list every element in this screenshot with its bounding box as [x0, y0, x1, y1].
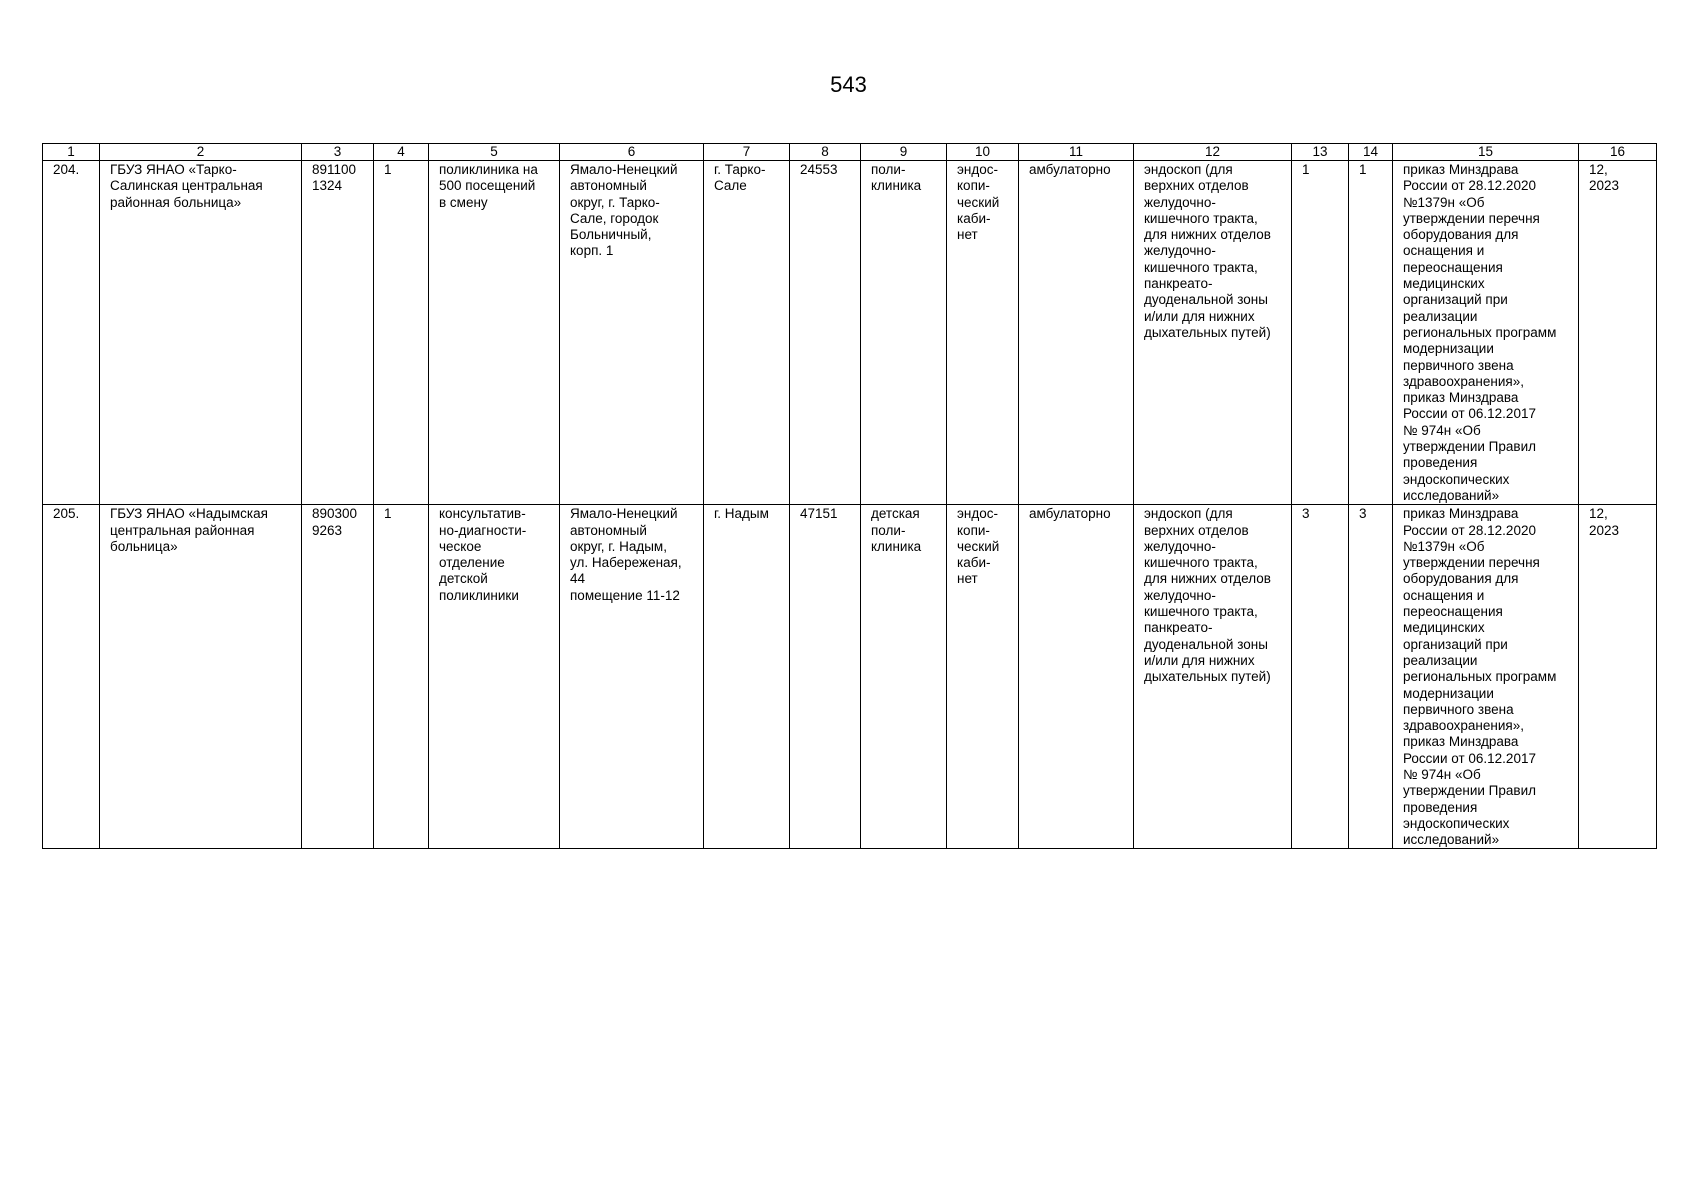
cell-text-line: №1379н «Об	[1403, 194, 1485, 210]
cell-text-line: кишечного тракта,	[1144, 259, 1258, 275]
cell-text-line: Сале, городок	[570, 210, 659, 226]
cell-col-8	[790, 161, 861, 505]
cell-text-line: проведения	[1403, 455, 1478, 471]
cell-col-10	[947, 505, 1019, 849]
cell-text-line: 12,	[1589, 162, 1608, 177]
cell-col-12	[1134, 505, 1292, 849]
cell-text-line: проведения	[1403, 799, 1478, 815]
cell-text-line: кишечного тракта,	[1144, 555, 1258, 571]
cell-text-line: модернизации	[1403, 685, 1494, 701]
cell-text-line: поли-	[871, 162, 906, 177]
cell-text-line: помещение 11-12	[570, 587, 680, 603]
cell-text-line: для нижних отделов	[1144, 571, 1271, 587]
cell-text-line: 500 посещений	[439, 178, 536, 194]
cell-text-line: 891100	[312, 162, 357, 177]
cell-text-line: амбулаторно	[1029, 162, 1111, 177]
cell-col-16	[1579, 161, 1657, 505]
cell-text-line: №1379н «Об	[1403, 538, 1485, 554]
cell-text-line: дыхательных путей)	[1144, 324, 1271, 340]
cell-col-4	[374, 505, 429, 849]
cell-text-line: и/или для нижних	[1144, 308, 1255, 324]
cell-text-line: Салинская центральная	[110, 178, 263, 194]
cell-col-2	[100, 161, 302, 505]
page-number: 543	[830, 72, 867, 97]
cell-text-line: утверждении перечня	[1403, 555, 1540, 571]
cell-text-line: 205.	[53, 506, 80, 522]
cell-text-line: № 974н «Об	[1403, 766, 1481, 782]
cell-text-line: 24553	[800, 162, 838, 177]
cell-text-line: реализации	[1403, 308, 1478, 324]
header-row	[43, 144, 1657, 161]
cell-col-5	[429, 161, 560, 505]
cell-text-line: региональных программ	[1403, 669, 1557, 685]
cell-text-line: клиника	[871, 178, 922, 194]
cell-text-line: эндоскоп (для	[1144, 162, 1233, 177]
cell-text-line: России от 28.12.2020	[1403, 522, 1536, 538]
cell-col-10	[947, 161, 1019, 505]
cell-text-line: автономный	[570, 522, 647, 538]
cell-text-line: утверждении перечня	[1403, 210, 1540, 226]
cell-text-line: панкреато-	[1144, 276, 1213, 292]
cell-text-line: ГБУЗ ЯНАО «Надымская	[110, 506, 268, 522]
cell-text-line: нет	[957, 227, 978, 243]
cell-text-line: копи-	[957, 522, 990, 538]
cell-text-line: 44	[570, 571, 586, 587]
cell-col-12	[1134, 161, 1292, 505]
cell-col-1	[43, 505, 100, 849]
cell-text-line: первичного звена	[1403, 701, 1514, 717]
equipment-table	[42, 143, 1657, 849]
cell-text-line: оборудования для	[1403, 227, 1519, 243]
cell-text-line: 1324	[312, 178, 343, 194]
table-row	[43, 161, 1657, 505]
cell-col-7	[704, 161, 790, 505]
column-header-16: 16	[1579, 144, 1657, 161]
cell-text-line: желудочно-	[1144, 243, 1216, 259]
cell-text-line: приказ Минздрава	[1403, 162, 1519, 177]
cell-text-line: желудочно-	[1144, 587, 1216, 603]
cell-text-line: Ямало-Ненецкий	[570, 162, 678, 177]
cell-text-line: центральная районная	[110, 522, 255, 538]
cell-text-line: 204.	[53, 162, 80, 177]
cell-col-9	[861, 161, 947, 505]
cell-text-line: для нижних отделов	[1144, 227, 1271, 243]
cell-text-line: копи-	[957, 178, 990, 194]
cell-text-line: г. Тарко-	[714, 162, 766, 177]
cell-text-line: 1	[1359, 162, 1367, 177]
column-header-1: 1	[43, 144, 100, 161]
cell-text-line: ческий	[957, 538, 1000, 554]
cell-text-line: 1	[384, 506, 392, 522]
cell-text-line: каби-	[957, 555, 991, 571]
cell-text-line: нет	[957, 571, 978, 587]
cell-text-line: в смену	[439, 194, 488, 210]
cell-text-line: детская	[871, 506, 920, 522]
cell-text-line: поли-	[871, 522, 906, 538]
cell-text-line: г. Надым	[714, 506, 769, 522]
cell-text-line: ул. Набереженая,	[570, 555, 682, 571]
cell-text-line: панкреато-	[1144, 620, 1213, 636]
cell-text-line: Сале	[714, 178, 747, 194]
cell-text-line: 1	[384, 162, 392, 177]
column-header-10: 10	[947, 144, 1019, 161]
cell-text-line: № 974н «Об	[1403, 422, 1481, 438]
column-header-3: 3	[302, 144, 374, 161]
cell-text-line: переоснащения	[1403, 604, 1503, 620]
cell-text-line: исследований»	[1403, 487, 1500, 503]
cell-col-7	[704, 505, 790, 849]
cell-text-line: утверждении Правил	[1403, 783, 1536, 799]
cell-text-line: 2023	[1589, 178, 1620, 194]
cell-col-5	[429, 505, 560, 849]
cell-text-line: дыхательных путей)	[1144, 669, 1271, 685]
cell-text-line: и/или для нижних	[1144, 652, 1255, 668]
cell-col-3	[302, 161, 374, 505]
cell-text-line: верхних отделов	[1144, 178, 1249, 194]
cell-text-line: оборудования для	[1403, 571, 1519, 587]
cell-text-line: приказ Минздрава	[1403, 734, 1519, 750]
cell-text-line: 1	[1302, 162, 1310, 177]
cell-col-3	[302, 505, 374, 849]
cell-text-line: кишечного тракта,	[1144, 210, 1258, 226]
cell-text-line: районная больница»	[110, 194, 242, 210]
cell-text-line: 890300	[312, 506, 358, 522]
cell-text-line: клиника	[871, 538, 922, 554]
cell-col-14	[1349, 505, 1393, 849]
table-header	[43, 144, 1657, 161]
cell-text-line: России от 06.12.2017	[1403, 406, 1536, 422]
cell-col-4	[374, 161, 429, 505]
cell-col-13	[1292, 161, 1349, 505]
cell-col-2	[100, 505, 302, 849]
cell-col-6	[560, 161, 704, 505]
cell-text-line: здравоохранения»,	[1403, 718, 1524, 734]
cell-text-line: ГБУЗ ЯНАО «Тарко-	[110, 162, 237, 177]
cell-col-16	[1579, 505, 1657, 849]
cell-text-line: ческое	[439, 538, 482, 554]
cell-text-line: Ямало-Ненецкий	[570, 506, 678, 522]
cell-text-line: Больничный,	[570, 227, 652, 243]
cell-text-line: дуоденальной зоны	[1144, 292, 1268, 308]
column-header-11: 11	[1019, 144, 1134, 161]
cell-text-line: детской	[439, 571, 488, 587]
cell-text-line: желудочно-	[1144, 194, 1216, 210]
table-row	[43, 505, 1657, 849]
column-header-13: 13	[1292, 144, 1349, 161]
cell-text-line: эндос-	[957, 506, 998, 522]
cell-text-line: консультатив-	[439, 506, 526, 522]
cell-text-line: модернизации	[1403, 341, 1494, 357]
cell-text-line: 3	[1359, 506, 1367, 522]
cell-text-line: эндос-	[957, 162, 998, 177]
cell-text-line: больница»	[110, 538, 178, 554]
cell-text-line: медицинских	[1403, 620, 1485, 636]
cell-text-line: округ, г. Тарко-	[570, 194, 660, 210]
cell-text-line: здравоохранения»,	[1403, 373, 1524, 389]
cell-col-6	[560, 505, 704, 849]
column-header-9: 9	[861, 144, 947, 161]
cell-text-line: желудочно-	[1144, 538, 1216, 554]
cell-text-line: амбулаторно	[1029, 506, 1111, 522]
cell-text-line: дуоденальной зоны	[1144, 636, 1268, 652]
cell-text-line: оснащения и	[1403, 243, 1485, 259]
cell-text-line: оснащения и	[1403, 587, 1485, 603]
cell-text-line: но-диагности-	[439, 522, 527, 538]
cell-text-line: округ, г. Надым,	[570, 538, 667, 554]
column-header-14: 14	[1349, 144, 1393, 161]
column-header-7: 7	[704, 144, 790, 161]
cell-text-line: России от 28.12.2020	[1403, 178, 1536, 194]
cell-text-line: поликлиника на	[439, 162, 538, 177]
cell-text-line: эндоскопических	[1403, 815, 1510, 831]
cell-text-line: России от 06.12.2017	[1403, 750, 1536, 766]
cell-text-line: эндоскоп (для	[1144, 506, 1233, 522]
cell-text-line: верхних отделов	[1144, 522, 1249, 538]
cell-text-line: 2023	[1589, 522, 1620, 538]
column-header-15: 15	[1393, 144, 1579, 161]
cell-text-line: 3	[1302, 506, 1310, 522]
cell-col-15	[1393, 161, 1579, 505]
cell-col-15	[1393, 505, 1579, 849]
cell-col-11	[1019, 161, 1134, 505]
cell-col-9	[861, 505, 947, 849]
table-body	[43, 161, 1657, 849]
cell-text-line: 12,	[1589, 506, 1608, 522]
cell-text-line: организаций при	[1403, 636, 1508, 652]
cell-text-line: первичного звена	[1403, 357, 1514, 373]
cell-text-line: организаций при	[1403, 292, 1508, 308]
cell-text-line: утверждении Правил	[1403, 439, 1536, 455]
cell-text-line: переоснащения	[1403, 259, 1503, 275]
cell-text-line: корп. 1	[570, 243, 614, 259]
cell-text-line: каби-	[957, 210, 991, 226]
cell-text-line: исследований»	[1403, 832, 1500, 848]
column-header-4: 4	[374, 144, 429, 161]
column-header-5: 5	[429, 144, 560, 161]
cell-text-line: 47151	[800, 506, 838, 522]
cell-text-line: отделение	[439, 555, 505, 571]
column-header-8: 8	[790, 144, 861, 161]
column-header-6: 6	[560, 144, 704, 161]
cell-text-line: автономный	[570, 178, 647, 194]
cell-text-line: региональных программ	[1403, 324, 1557, 340]
cell-text-line: поликлиники	[439, 587, 519, 603]
cell-text-line: приказ Минздрава	[1403, 390, 1519, 406]
cell-text-line: 9263	[312, 522, 343, 538]
cell-text-line: реализации	[1403, 652, 1478, 668]
cell-text-line: медицинских	[1403, 276, 1485, 292]
cell-text-line: ческий	[957, 194, 1000, 210]
cell-col-8	[790, 505, 861, 849]
cell-text-line: кишечного тракта,	[1144, 604, 1258, 620]
cell-text-line: приказ Минздрава	[1403, 506, 1519, 522]
column-header-12: 12	[1134, 144, 1292, 161]
cell-col-11	[1019, 505, 1134, 849]
column-header-2: 2	[100, 144, 302, 161]
cell-col-1	[43, 161, 100, 505]
cell-col-14	[1349, 161, 1393, 505]
cell-col-13	[1292, 505, 1349, 849]
cell-text-line: эндоскопических	[1403, 471, 1510, 487]
